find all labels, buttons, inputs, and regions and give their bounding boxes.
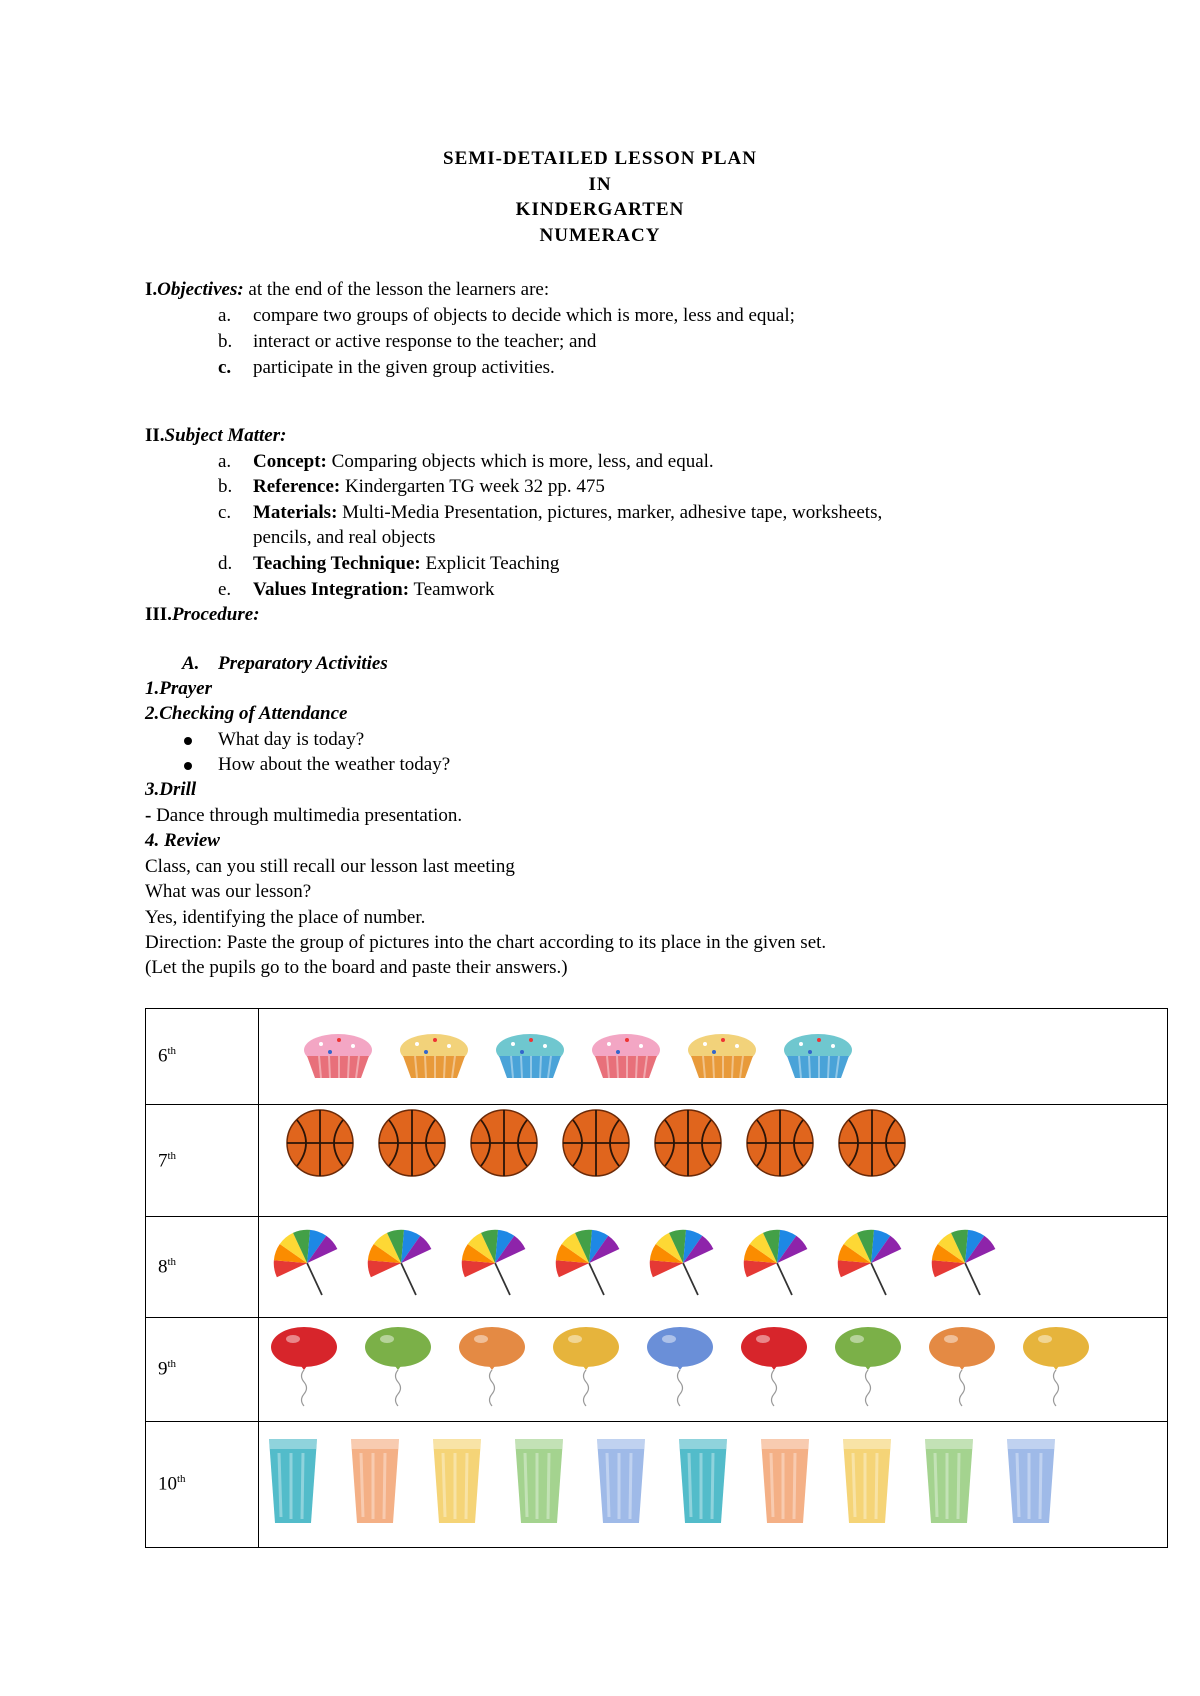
bullet-icon xyxy=(184,737,192,745)
table-row xyxy=(146,1009,1168,1105)
subject-item: b. Reference: Kindergarten TG week 32 pp. 475 xyxy=(218,476,605,497)
title-line-2: IN xyxy=(588,174,612,195)
title-line-1: SEMI-DETAILED LESSON PLAN xyxy=(443,148,757,169)
subject-item: a. Concept: Comparing objects which is more, less, and equal. xyxy=(218,451,714,472)
glass-icon xyxy=(675,1435,731,1533)
picture-cell xyxy=(259,1217,1168,1317)
ordinal-chart-table xyxy=(145,1008,1168,1548)
ordinal-label: 9th xyxy=(146,1317,259,1421)
basketball-icon xyxy=(377,1108,447,1184)
basketball-icon xyxy=(653,1108,723,1184)
review-heading: 4. Review xyxy=(145,830,220,851)
table-row xyxy=(146,1217,1168,1317)
glass-icon xyxy=(511,1435,567,1533)
glass-icon xyxy=(1003,1435,1059,1533)
balloon-icon xyxy=(739,1323,809,1415)
objective-item: c. participate in the given group activities. xyxy=(218,357,555,378)
umbrella-icon xyxy=(549,1228,631,1306)
subject-item-continuation: pencils, and real objects xyxy=(253,527,436,548)
objectives-heading: I.Objectives: at the end of the lesson the learners are: xyxy=(145,279,550,300)
objective-item: b. interact or active response to the teacher; and xyxy=(218,331,597,352)
cupcake-icon xyxy=(683,1028,761,1086)
balloon-icon xyxy=(551,1323,621,1415)
glass-icon xyxy=(347,1435,403,1533)
glass-icon xyxy=(757,1435,813,1533)
review-line: (Let the pupils go to the board and paste their answers.) xyxy=(145,957,568,978)
umbrella-icon xyxy=(267,1228,349,1306)
picture-cell xyxy=(259,1009,1168,1105)
balloon-icon xyxy=(457,1323,527,1415)
prayer-heading: 1.Prayer xyxy=(145,678,213,699)
drill-heading: 3.Drill xyxy=(145,779,197,800)
picture-cell xyxy=(259,1317,1168,1421)
subject-item: d. Teaching Technique: Explicit Teaching xyxy=(218,553,560,574)
cupcake-icon xyxy=(491,1028,569,1086)
glass-icon xyxy=(921,1435,977,1533)
review-line: Direction: Paste the group of pictures into the chart according to its place in the given set. xyxy=(145,932,827,953)
subject-item: e. Values Integration: Teamwork xyxy=(218,579,495,600)
table-row xyxy=(146,1421,1168,1547)
basketball-icon xyxy=(469,1108,539,1184)
cupcake-icon xyxy=(395,1028,473,1086)
picture-cell xyxy=(259,1105,1168,1217)
preparatory-activities-heading: A. Preparatory Activities xyxy=(182,653,388,674)
picture-cell xyxy=(259,1421,1168,1547)
balloon-icon xyxy=(269,1323,339,1415)
procedure-heading: III.Procedure: xyxy=(145,604,260,625)
basketball-icon xyxy=(745,1108,815,1184)
attendance-heading: 2.Checking of Attendance xyxy=(145,703,348,724)
basketball-icon xyxy=(285,1108,355,1184)
umbrella-icon xyxy=(455,1228,537,1306)
basketball-icon xyxy=(837,1108,907,1184)
table-row xyxy=(146,1105,1168,1217)
balloon-icon xyxy=(833,1323,903,1415)
glass-icon xyxy=(429,1435,485,1533)
review-line: Yes, identifying the place of number. xyxy=(145,907,426,928)
review-line: Class, can you still recall our lesson last meeting xyxy=(145,856,515,877)
ordinal-label: 6th xyxy=(146,1009,259,1105)
glass-icon xyxy=(593,1435,649,1533)
glass-icon xyxy=(265,1435,321,1533)
drill-text: - Dance through multimedia presentation. xyxy=(145,805,463,826)
attendance-bullet: What day is today? xyxy=(184,728,364,752)
cupcake-icon xyxy=(299,1028,377,1086)
balloon-icon xyxy=(927,1323,997,1415)
cupcake-icon xyxy=(779,1028,857,1086)
glass-icon xyxy=(839,1435,895,1533)
umbrella-icon xyxy=(643,1228,725,1306)
bullet-icon xyxy=(184,762,192,770)
ordinal-label: 8th xyxy=(146,1217,259,1317)
ordinal-label: 7th xyxy=(146,1105,259,1217)
umbrella-icon xyxy=(925,1228,1007,1306)
ordinal-label: 10th xyxy=(146,1421,259,1547)
balloon-icon xyxy=(363,1323,433,1415)
umbrella-icon xyxy=(831,1228,913,1306)
umbrella-icon xyxy=(737,1228,819,1306)
attendance-bullet: How about the weather today? xyxy=(184,753,450,777)
review-line: What was our lesson? xyxy=(145,881,312,902)
subject-item: c. Materials: Multi-Media Presentation, pictures, marker, adhesive tape, worksheets, xyxy=(218,502,883,523)
umbrella-icon xyxy=(361,1228,443,1306)
objective-item: a. compare two groups of objects to decide which is more, less and equal; xyxy=(218,305,795,326)
title-line-4: NUMERACY xyxy=(539,225,661,246)
balloon-icon xyxy=(645,1323,715,1415)
subject-matter-heading: II.Subject Matter: xyxy=(145,425,287,446)
basketball-icon xyxy=(561,1108,631,1184)
cupcake-icon xyxy=(587,1028,665,1086)
title-line-3: KINDERGARTEN xyxy=(515,199,685,220)
balloon-icon xyxy=(1021,1323,1091,1415)
table-row xyxy=(146,1317,1168,1421)
